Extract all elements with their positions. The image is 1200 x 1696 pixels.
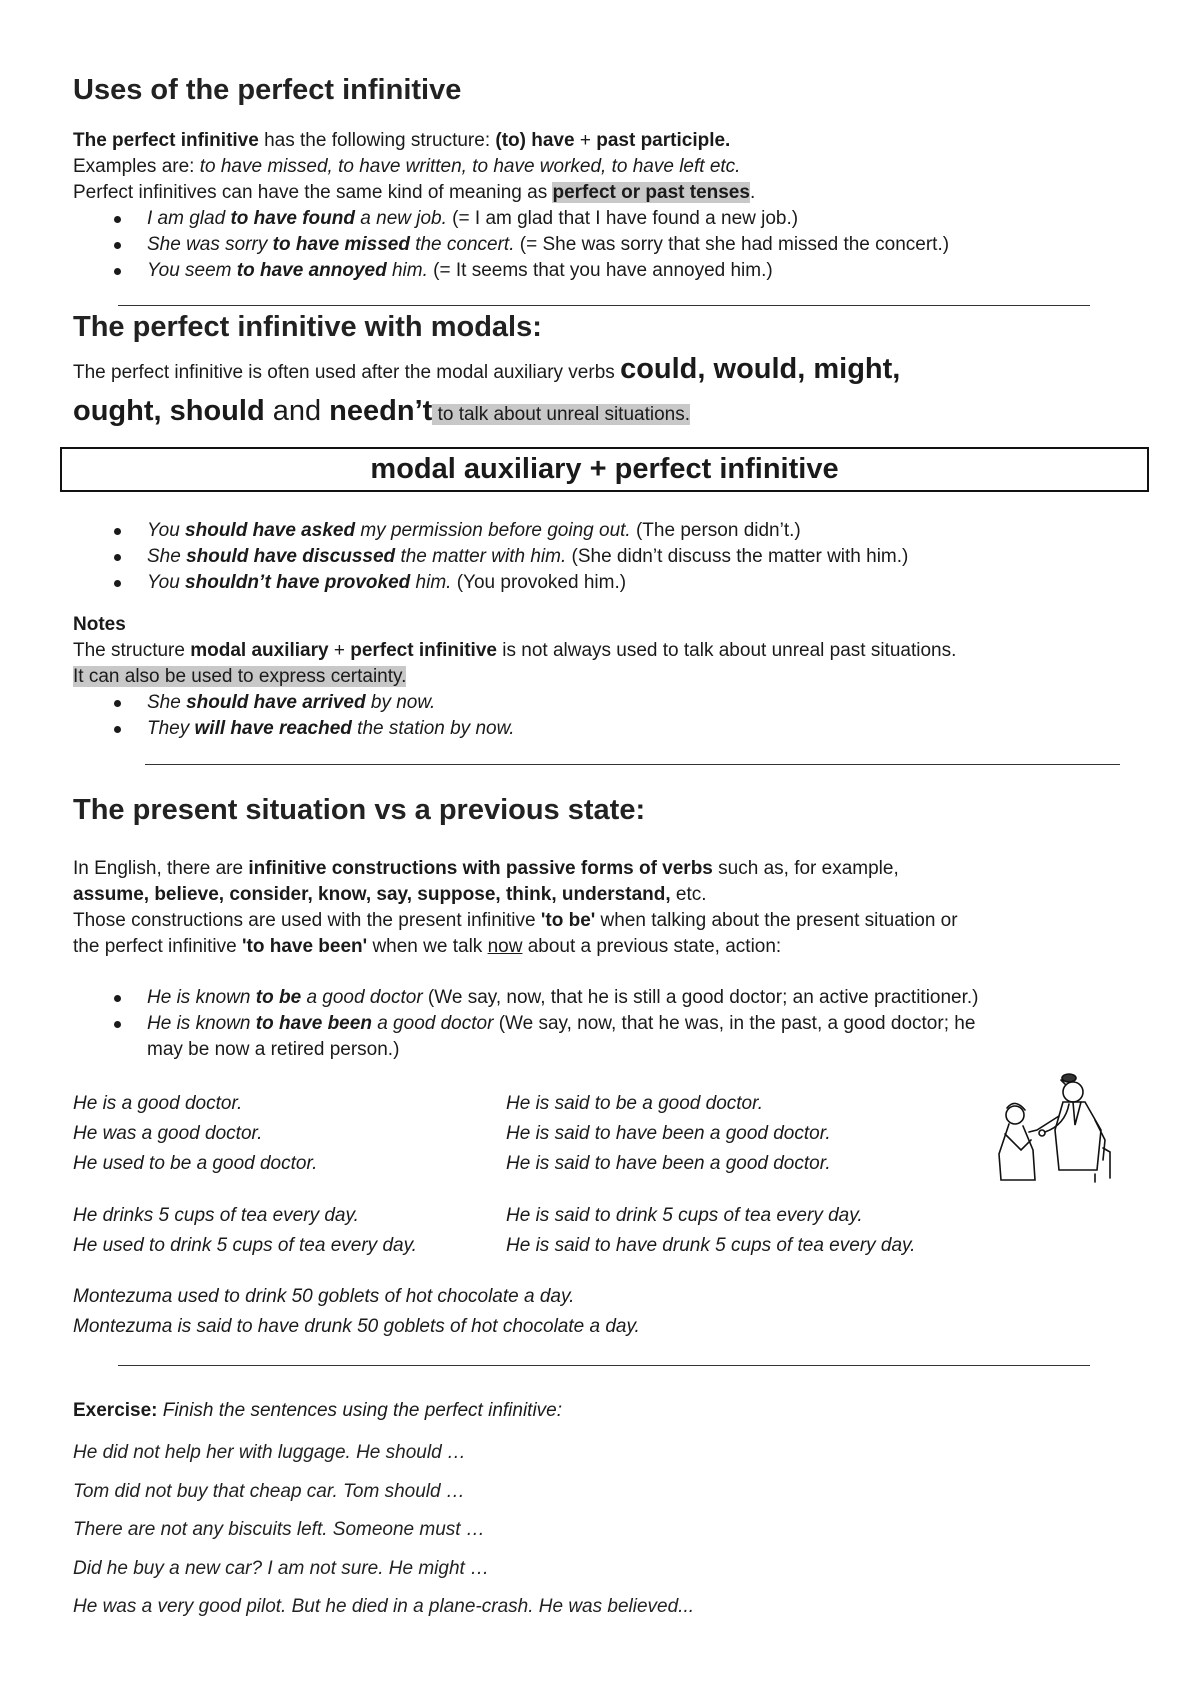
example-line: He is said to have drunk 5 cups of tea every day.	[506, 1235, 916, 1256]
notes-line	[73, 664, 1173, 690]
list-item	[147, 518, 1157, 544]
doctor-illustration-icon	[985, 1070, 1115, 1185]
list-item	[147, 206, 1157, 232]
italic-text: You	[147, 572, 186, 593]
example-line: He used to be a good doctor.	[73, 1153, 318, 1174]
italic-text: him.	[410, 572, 452, 593]
italic-text: the concert.	[409, 234, 515, 255]
text: (She didn’t discuss the matter with him.)	[566, 546, 909, 567]
italic-text: She was sorry	[147, 234, 273, 255]
examples-left-1	[73, 1089, 317, 1179]
text: about a previous state, action:	[522, 936, 782, 957]
text: is not always used to talk about unreal past situations.	[496, 640, 957, 661]
text: (We say, now, that he is still a good doctor; an active practitioner.)	[422, 987, 979, 1008]
examples-line	[73, 154, 1153, 180]
text: the perfect infinitive	[73, 936, 242, 957]
para-line	[73, 934, 1173, 960]
example-line: Montezuma is said to have drunk 50 goblets of hot chocolate a day.	[73, 1316, 640, 1337]
italic-text: He is known	[147, 1013, 256, 1034]
bullet-icon	[114, 1021, 121, 1028]
example-line: He is said to have been a good doctor.	[506, 1123, 831, 1144]
notes-bullets	[147, 690, 1157, 742]
bullet-icon	[114, 528, 121, 535]
bold-text: 'to be'	[540, 910, 596, 931]
text: such as, for example,	[712, 858, 899, 879]
section3-title: The present situation vs a previous state:	[73, 794, 646, 826]
bold-text: infinitive constructions with passive forms of verbs	[248, 858, 713, 879]
list-item	[147, 570, 1157, 596]
bullet-icon	[114, 216, 121, 223]
example-line: He is said to drink 5 cups of tea every day.	[506, 1205, 863, 1226]
exercise-label: Exercise:	[73, 1400, 158, 1421]
exercise-items	[73, 1434, 694, 1627]
para-line	[73, 882, 1173, 908]
example-line: He was a good doctor.	[73, 1123, 263, 1144]
notes-label	[73, 612, 1173, 638]
section3-bullets	[147, 985, 1147, 1063]
examples-left-2	[73, 1201, 417, 1261]
text: may be now a retired person.)	[147, 1039, 400, 1060]
bullet-icon	[114, 554, 121, 561]
text: and	[264, 395, 330, 427]
italic-text: You	[147, 520, 186, 541]
section1-text	[73, 128, 1153, 206]
text: (= I am glad that I have found a new job.)	[446, 208, 799, 229]
text: when talking about the present situation or	[595, 910, 958, 931]
para-line	[73, 908, 1173, 934]
example-line: He is a good doctor.	[73, 1093, 243, 1114]
bold-text: (to) have	[495, 130, 575, 151]
list-item	[147, 544, 1157, 570]
bold-italic-text: to have annoyed	[236, 260, 387, 281]
text: (You provoked him.)	[451, 572, 627, 593]
list-item	[147, 232, 1157, 258]
bullet-icon	[114, 268, 121, 275]
bold-italic-text: will have reached	[194, 718, 352, 739]
underlined-text: now	[487, 936, 523, 957]
bold-italic-text: shouldn’t have provoked	[185, 572, 411, 593]
structure-line	[73, 128, 1153, 154]
section2-intro	[73, 350, 1163, 434]
exercise-item: He did not help her with luggage. He should …	[73, 1442, 466, 1463]
italic-text: I am glad	[147, 208, 231, 229]
modal-verbs: needn’t	[329, 395, 433, 427]
bold-text: The perfect infinitive	[73, 130, 259, 151]
italic-text: She	[147, 546, 187, 567]
notes-block	[73, 612, 1173, 690]
text: Perfect infinitives can have the same kind of meaning as	[73, 182, 553, 203]
example-line: Montezuma used to drink 50 goblets of hot chocolate a day.	[73, 1286, 575, 1307]
italic-text: They	[147, 718, 195, 739]
text: (= She was sorry that she had missed the concert.)	[514, 234, 950, 255]
bold-italic-text: to be	[255, 987, 302, 1008]
section2-bullets	[147, 518, 1157, 596]
bold-text: perfect infinitive	[350, 640, 497, 661]
bold-text: Notes	[73, 614, 126, 635]
text: The perfect infinitive is often used after the modal auxiliary verbs	[73, 362, 621, 383]
italic-text: to have missed, to have written, to have worked, to have left etc.	[199, 156, 741, 177]
bullet-icon	[114, 580, 121, 587]
list-item	[147, 690, 1157, 716]
formula-box: modal auxiliary + perfect infinitive	[60, 447, 1149, 492]
italic-text: him.	[386, 260, 428, 281]
italic-text: You seem	[147, 260, 237, 281]
italic-text: a new job.	[355, 208, 447, 229]
italic-text: a good doctor	[371, 1013, 494, 1034]
highlighted-text: perfect or past tenses	[552, 182, 750, 203]
exercise-item: Did he buy a new car? I am not sure. He might …	[73, 1557, 490, 1579]
italic-text: He is known	[147, 987, 256, 1008]
italic-text: my permission before going out.	[355, 520, 631, 541]
list-item	[147, 716, 1157, 742]
notes-line	[73, 638, 1173, 664]
text: +	[574, 130, 597, 151]
text: Examples are:	[73, 156, 200, 177]
bold-text: modal auxiliary	[190, 640, 329, 661]
text: (We say, now, that he was, in the past, a good doctor; he	[493, 1013, 976, 1034]
exercise-heading	[73, 1398, 1153, 1424]
list-item	[147, 258, 1157, 284]
highlighted-text: It can also be used to express certainty.	[73, 666, 407, 687]
examples-right-1	[506, 1089, 831, 1179]
bold-italic-text: to have missed	[272, 234, 410, 255]
highlighted-text: to talk about unreal situations.	[432, 404, 691, 425]
italic-text: a good doctor	[301, 987, 423, 1008]
bold-text: 'to have been'	[241, 936, 368, 957]
list-item	[147, 985, 1147, 1011]
exercise-item: There are not any biscuits left. Someone must …	[73, 1519, 485, 1540]
italic-text: by now.	[365, 692, 436, 713]
example-line: He is said to have been a good doctor.	[506, 1153, 831, 1174]
bullet-icon	[114, 700, 121, 707]
text: .	[749, 182, 756, 203]
examples-right-2	[506, 1201, 915, 1261]
meaning-line	[73, 180, 1153, 206]
bold-italic-text: to have found	[230, 208, 355, 229]
example-line: He used to drink 5 cups of tea every day.	[73, 1235, 417, 1256]
section1-title: Uses of the perfect infinitive	[73, 74, 462, 106]
exercise-item: He was a very good pilot. But he died in a plane-crash. He was believed...	[73, 1596, 695, 1617]
text: In English, there are	[73, 858, 249, 879]
text: (The person didn’t.)	[630, 520, 801, 541]
bold-text: past participle.	[596, 130, 731, 151]
section3-text	[73, 856, 1173, 960]
bold-italic-text: should have discussed	[186, 546, 396, 567]
intro-line	[73, 350, 1163, 392]
bold-italic-text: to have been	[255, 1013, 372, 1034]
text: (= It seems that you have annoyed him.)	[427, 260, 773, 281]
bold-italic-text: should have asked	[185, 520, 356, 541]
divider	[145, 764, 1120, 765]
bold-text: assume, believe, consider, know, say, suppose, think, understand,	[73, 884, 671, 905]
exercise-item: Tom did not buy that cheap car. Tom should …	[73, 1480, 465, 1502]
modal-verbs: could, would, might,	[620, 353, 901, 385]
para-line	[73, 856, 1173, 882]
text: etc.	[670, 884, 707, 905]
section1-bullets	[147, 206, 1157, 284]
bold-italic-text: should have arrived	[186, 692, 366, 713]
text: when we talk	[367, 936, 488, 957]
divider	[118, 305, 1090, 306]
modal-verbs: ought, should	[73, 395, 265, 427]
text: +	[328, 640, 351, 661]
example-line: He is said to be a good doctor.	[506, 1093, 764, 1114]
italic-text: the matter with him.	[395, 546, 567, 567]
bullet-icon	[114, 242, 121, 249]
intro-line	[73, 392, 1163, 434]
montezuma-examples	[73, 1282, 640, 1342]
divider	[118, 1365, 1090, 1366]
list-item	[147, 1011, 1147, 1063]
text: has the following structure:	[258, 130, 496, 151]
italic-text: the station by now.	[351, 718, 515, 739]
example-line: He drinks 5 cups of tea every day.	[73, 1205, 359, 1226]
bullet-icon	[114, 995, 121, 1002]
text: Those constructions are used with the present infinitive	[73, 910, 541, 931]
bullet-icon	[114, 726, 121, 733]
section2-title: The perfect infinitive with modals:	[73, 311, 542, 343]
exercise-instruction: Finish the sentences using the perfect infinitive:	[157, 1400, 563, 1421]
text: The structure	[73, 640, 191, 661]
italic-text: She	[147, 692, 187, 713]
